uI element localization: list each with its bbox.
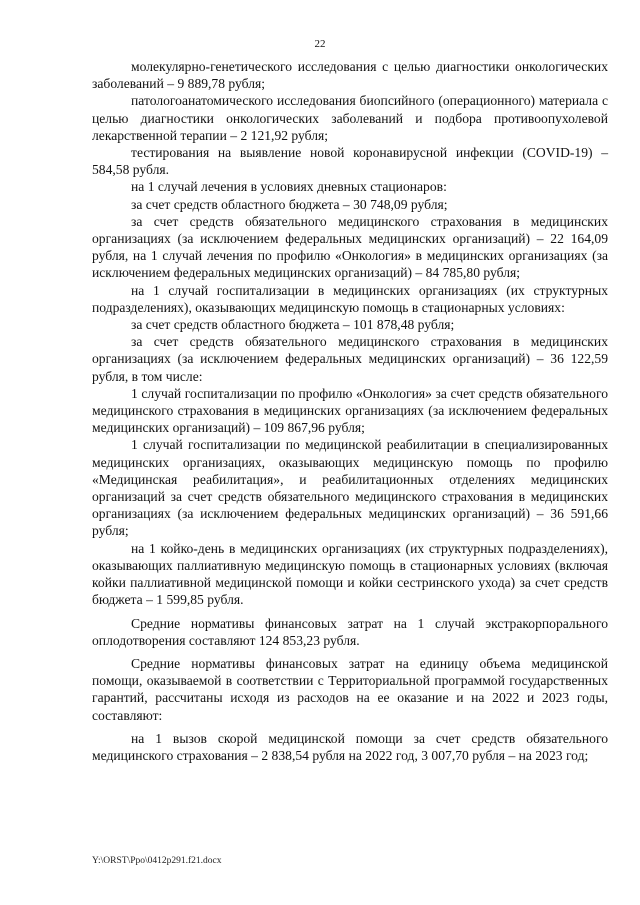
paragraph-ivf: Средние нормативы финансовых затрат на 1 случай экстракорпорального оплодотворения составляют 124 853,23 рубля. [92, 615, 608, 648]
paragraph-day-hospital-oms: за счет средств обязательного медицинского страхования в медицинских организациях (за исключением федеральных медицинских организаций) – 22 164,09 рубля, на 1 случай лечения по профилю «Онкология» в медицинских организациях (за исключением федеральных медицинских организаций) – 84 785,80 рубля; [92, 213, 608, 281]
paragraph-ambulance-call: на 1 вызов скорой медицинской помощи за счет средств обязательного медицинского страхования – 2 838,54 рубля на 2022 год, 3 007,70 рубля – на 2023 год; [92, 730, 608, 763]
paragraph-molecular-genetic: молекулярно-генетического исследования с целью диагностики онкологических заболеваний – 9 889,78 рубля; [92, 59, 608, 92]
paragraph-covid-testing: тестирования на выявление новой коронавирусной инфекции (COVID-19) – 584,58 рубля. [92, 145, 608, 178]
document-body [92, 58, 608, 764]
paragraph-hospitalization: на 1 случай госпитализации в медицинских организациях (их структурных подразделениях), оказывающих медицинскую помощь в стационарных условиях: [92, 282, 608, 315]
paragraph-palliative-bed-day: на 1 койко-день в медицинских организациях (их структурных подразделениях), оказывающих паллиативную медицинскую помощь в стационарных условиях (включая койки паллиативной медицинской помощи и койки сестринского ухода) за счет средств бюджета – 1 599,85 рубля. [92, 540, 608, 608]
paragraph-day-hospital: на 1 случай лечения в условиях дневных стационаров: [131, 179, 447, 195]
paragraph-day-hospital-regional-budget: за счет средств областного бюджета – 30 748,09 рубля; [131, 196, 448, 212]
page-number: 22 [314, 38, 326, 50]
footer-file-path: Y:\ORST\Ppo\0412p291.f21.docx [92, 856, 222, 866]
paragraph-oncology-hospitalization: 1 случай госпитализации по профилю «Онкология» за счет средств обязательного медицинского страхования в медицинских организациях (за исключением федеральных медицинских организаций) – 109 867,96 рубля; [92, 385, 608, 436]
paragraph-hospitalization-oms: за счет средств обязательного медицинского страхования в медицинских организациях (за исключением федеральных медицинских организаций) – 36 122,59 рубля, в том числе: [92, 334, 608, 384]
paragraph-pathology: патологоанатомического исследования биопсийного (операционного) материала с целью диагностики онкологических заболеваний и подбора противоопухолевой лекарственной терапии – 2 121,92 рубля; [92, 93, 608, 143]
paragraph-hospitalization-regional-budget: за счет средств областного бюджета – 101 878,48 рубля; [131, 317, 455, 333]
paragraph-average-norms: Средние нормативы финансовых затрат на единицу объема медицинской помощи, оказываемой в соответствии с Территориальной программой государственных гарантий, рассчитаны исходя из расходов на ее оказание и на 2022 и 2023 годы, составляют: [92, 655, 608, 723]
paragraph-rehabilitation: 1 случай госпитализации по медицинской реабилитации в специализированных медицинских организациях, оказывающих медицинскую помощь по профилю «Медицинская реабилитация», и реабилитационных отделениях медицинских организаций за счет средств обязательного медицинского страхования в медицинских организациях (за исключением федеральных медицинских организаций) – 36 591,66 рубля; [92, 437, 608, 539]
